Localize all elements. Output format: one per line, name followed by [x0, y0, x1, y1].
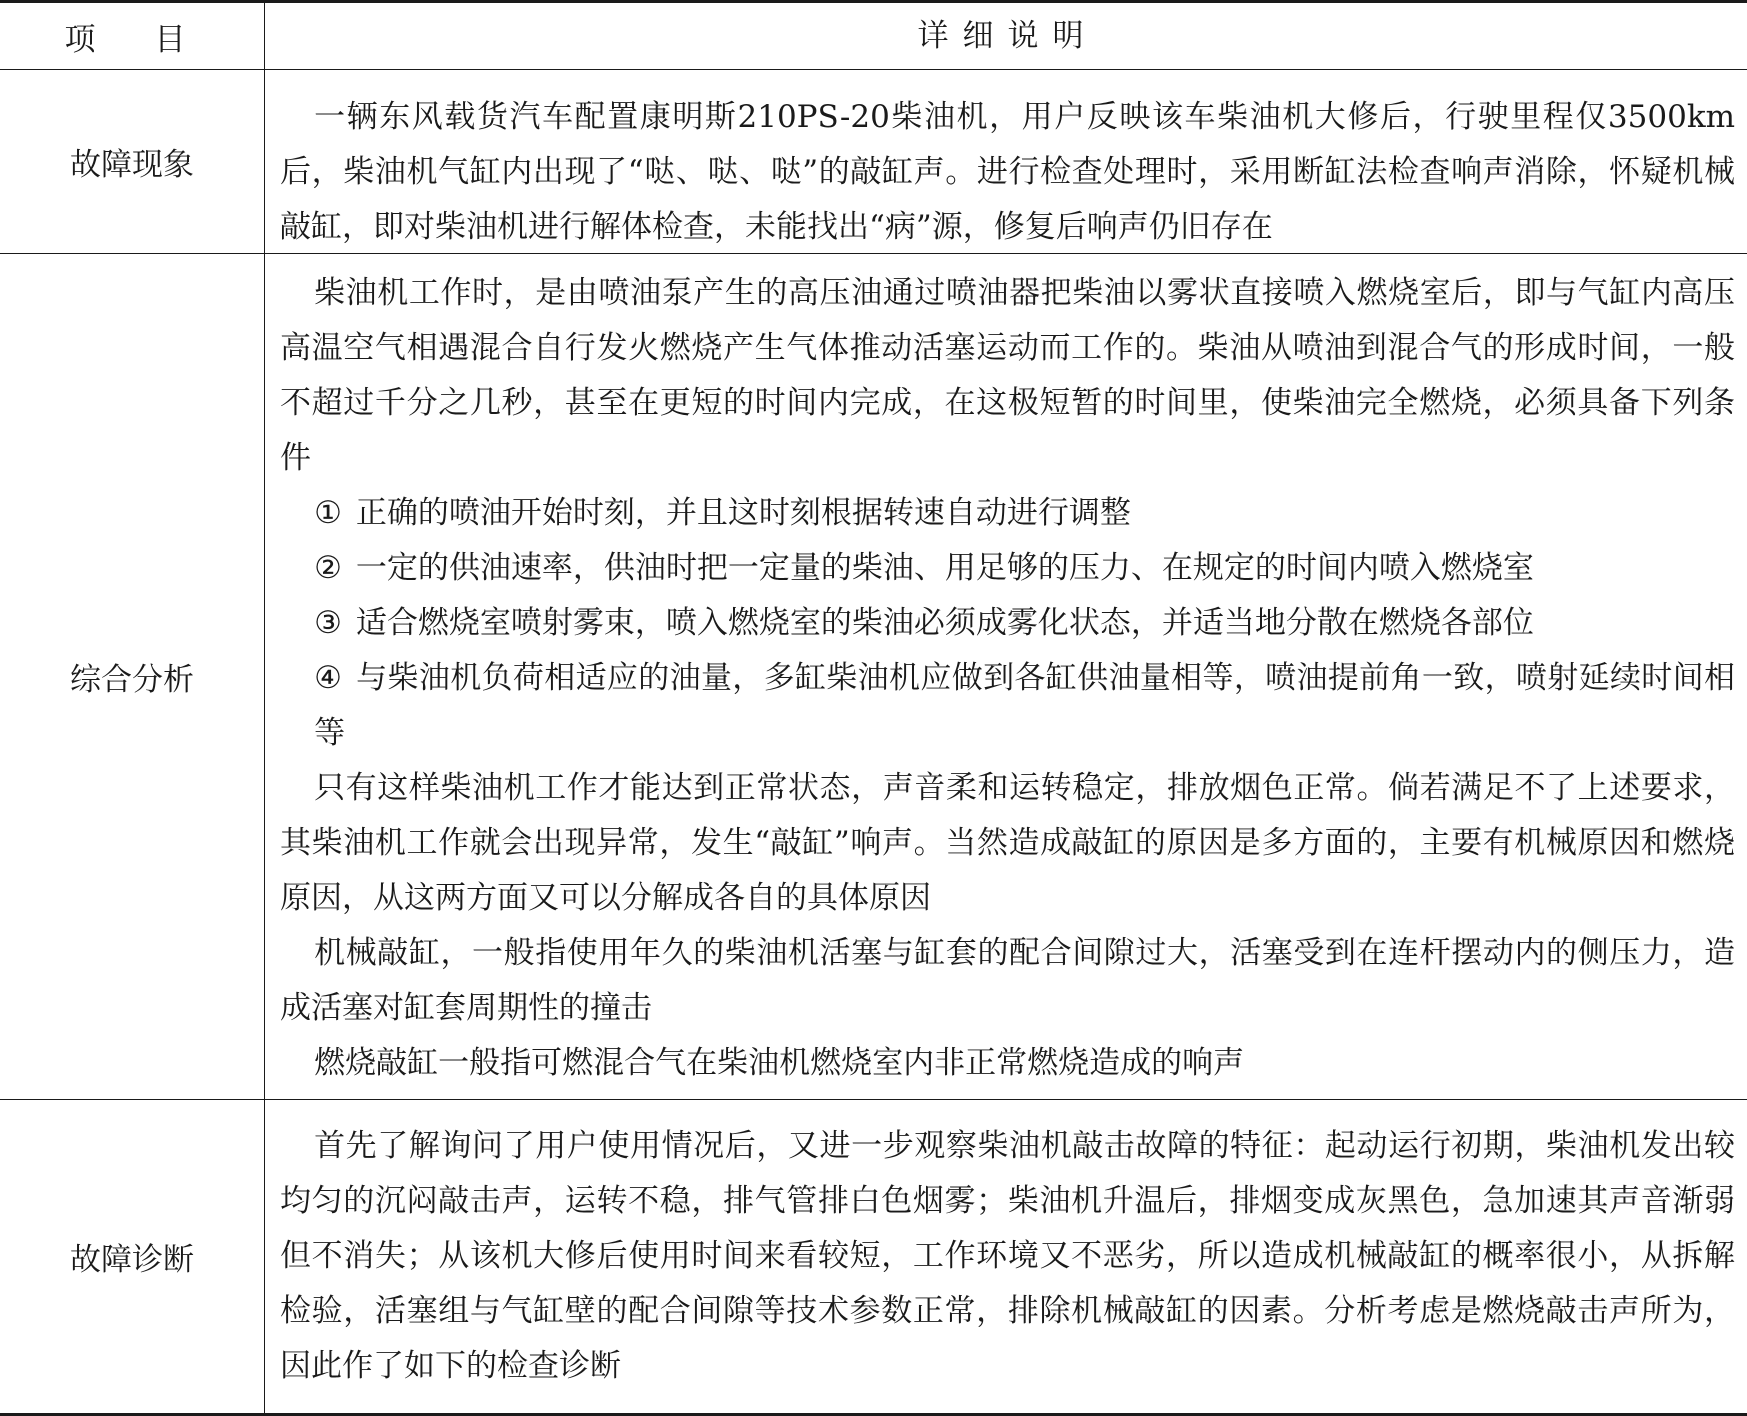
analysis-paragraph: 机械敲缸，一般指使用年久的柴油机活塞与缸套的配合间隙过大，活塞受到在连杆摆动内的侧压力，造成活塞对缸套周期性的撞击 — [280, 935, 1735, 1026]
condition-number: ① — [314, 495, 342, 531]
symptom-paragraph: 一辆东风载货汽车配置康明斯210PS-20柴油机，用户反映该车柴油机大修后，行驶里程仅3500km后，柴油机气缸内出现了“哒、哒、哒”的敲缸声。进行检查处理时，采用断缸法检查响声消除，怀疑机械敲缸，即对柴油机进行解体检查，未能找出“病”源，修复后响声仍旧存在 — [280, 99, 1735, 245]
condition-item-3 — [280, 596, 1735, 651]
row-detail-fault-symptom — [265, 70, 1747, 253]
row-detail-analysis — [265, 254, 1747, 1099]
row-detail-diagnosis — [265, 1100, 1747, 1413]
condition-text: 适合燃烧室喷射雾束，喷入燃烧室的柴油必须成雾化状态，并适当地分散在燃烧各部位 — [355, 605, 1534, 641]
condition-number: ④ — [314, 660, 343, 696]
condition-item-1 — [280, 486, 1735, 541]
analysis-paragraph: 只有这样柴油机工作才能达到正常状态，声音柔和运转稳定，排放烟色正常。倘若满足不了上述要求，其柴油机工作就会出现异常，发生“敲缸”响声。当然造成敲缸的原因是多方面的，主要有机械原因和燃烧原因，从这两方面又可以分解成各自的具体原因 — [280, 770, 1735, 916]
condition-number: ② — [314, 550, 342, 586]
header-item-column: 项 目 — [0, 3, 265, 69]
condition-text: 与柴油机负荷相适应的油量，多缸柴油机应做到各缸供油量相等，喷油提前角一致，喷射延续时间相等 — [314, 660, 1735, 751]
condition-text: 正确的喷油开始时刻，并且这时刻根据转速自动进行调整 — [355, 495, 1131, 531]
table-row-analysis — [0, 254, 1747, 1100]
condition-number: ③ — [314, 605, 342, 641]
diagnosis-paragraph: 首先了解询问了用户使用情况后，又进一步观察柴油机敲击故障的特征：起动运行初期，柴油机发出较均匀的沉闷敲击声，运转不稳，排气管排白色烟雾；柴油机升温后，排烟变成灰黑色，急加速其声音渐弱但不消失；从该机大修后使用时间来看较短，工作环境又不恶劣，所以造成机械敲缸的概率很小，从拆解检验，活塞组与气缸壁的配合间隙等技术参数正常，排除机械敲缸的因素。分析考虑是燃烧敲击声所为，因此作了如下的检查诊断 — [280, 1128, 1735, 1384]
condition-item-4 — [280, 651, 1735, 761]
analysis-intro: 柴油机工作时，是由喷油泵产生的高压油通过喷油器把柴油以雾状直接喷入燃烧室后，即与气缸内高压高温空气相遇混合自行发火燃烧产生气体推动活塞运动而工作的。柴油从喷油到混合气的形成时间，一般不超过千分之几秒，甚至在更短的时间内完成，在这极短暂的时间里，使柴油完全燃烧，必须具备下列条件 — [280, 275, 1735, 476]
condition-item-2 — [280, 541, 1735, 596]
analysis-paragraph: 燃烧敲缸一般指可燃混合气在柴油机燃烧室内非正常燃烧造成的响声 — [314, 1045, 1245, 1081]
condition-text: 一定的供油速率，供油时把一定量的柴油、用足够的压力、在规定的时间内喷入燃烧室 — [355, 550, 1534, 586]
table-header-row — [0, 3, 1747, 70]
row-label-diagnosis: 故障诊断 — [0, 1100, 265, 1413]
row-label-fault-symptom: 故障现象 — [0, 70, 265, 253]
row-label-analysis: 综合分析 — [0, 254, 265, 1099]
table-row-fault-symptom — [0, 70, 1747, 254]
header-detail-column: 详细说明 — [917, 17, 1098, 54]
table-row-diagnosis — [0, 1100, 1747, 1413]
